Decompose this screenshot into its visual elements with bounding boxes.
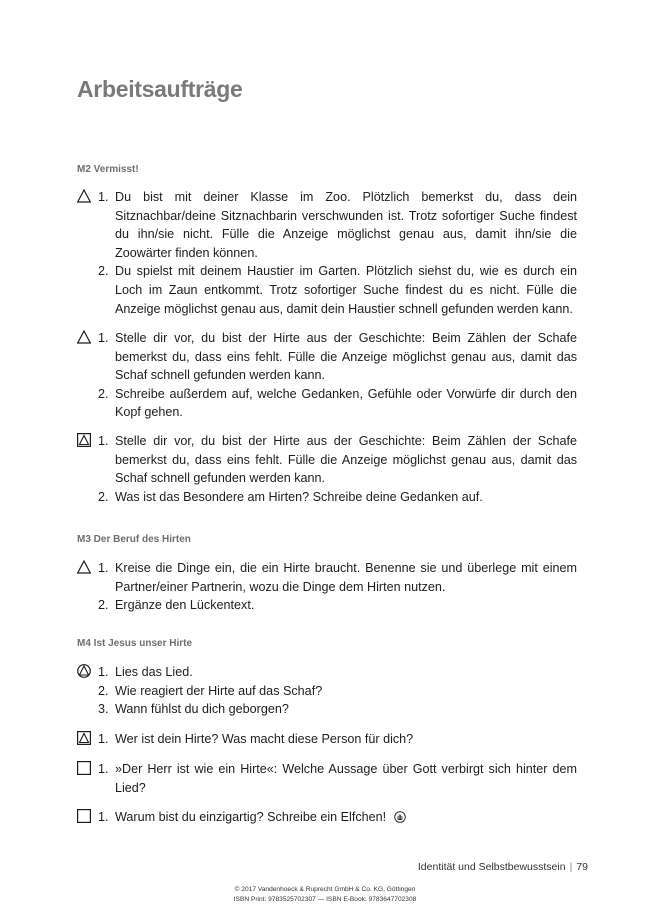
item-number: 1. bbox=[98, 331, 109, 345]
task-item bbox=[77, 559, 577, 596]
isbn-line: ISBN Print: 9783525702307 — ISBN E-Book: 9783647702308 bbox=[233, 896, 417, 903]
hand-icon bbox=[394, 810, 406, 829]
task-m4-4 bbox=[77, 808, 577, 829]
task-item bbox=[77, 760, 577, 797]
item-number: 1. bbox=[98, 190, 109, 204]
item-text: Wie reagiert der Hirte auf das Schaf? bbox=[115, 683, 323, 698]
task-item bbox=[77, 329, 577, 385]
task-m3-1 bbox=[77, 559, 577, 615]
item-number: 1. bbox=[98, 561, 109, 575]
item-text: Ergänze den Lückentext. bbox=[115, 598, 255, 613]
section-heading-m4: M4 Ist Jesus unser Hirte bbox=[77, 638, 193, 649]
copyright-line: © 2017 Vandenhoeck & Ruprecht GmbH & Co. KG, Göttingen bbox=[234, 886, 416, 893]
task-m4-2 bbox=[77, 730, 577, 749]
task-item bbox=[77, 188, 577, 262]
item-text: Du spielst mit deinem Haustier im Garten. Plötzlich siehst du, wie es durch ein Loch im Zaun entkommt. Trotz sofortiger Suche findest du es nicht. Fülle die Anzeige möglichst genau aus, damit dein Haustier schnell gefunden werden kann. bbox=[115, 264, 577, 316]
item-text: Stelle dir vor, du bist der Hirte aus der Geschichte: Beim Zählen der Schafe bemerkst du, dass eins fehlt. Fülle die Anzeige möglichst genau aus, damit das Schaf schnell gefunden werden kann. bbox=[115, 331, 577, 383]
item-text: Wann fühlst du dich geborgen? bbox=[115, 702, 289, 717]
task-item bbox=[77, 385, 577, 422]
page-number: 79 bbox=[576, 861, 588, 873]
task-item bbox=[77, 682, 577, 701]
task-m2-2 bbox=[77, 329, 577, 422]
item-text: Stelle dir vor, du bist der Hirte aus der Geschichte: Beim Zählen der Schafe bemerkst du, dass eins fehlt. Fülle die Anzeige möglichst genau aus, damit das Schaf schnell gefunden werden kann. bbox=[115, 434, 577, 486]
task-m4-1 bbox=[77, 663, 577, 719]
task-item bbox=[77, 262, 577, 318]
page-title: Arbeitsaufträge bbox=[77, 76, 243, 102]
task-item bbox=[77, 700, 577, 719]
item-number: 1. bbox=[98, 810, 109, 824]
item-text: Du bist mit deiner Klasse im Zoo. Plötzlich bemerkst du, dass dein Sitznachbar/deine Sitznachbarin verschwunden ist. Trotz sofortiger Suche findest du ihn/sie nicht. Fülle die Anzeige möglichst genau aus, damit ihn/sie die Zoowärter finden können. bbox=[115, 190, 577, 260]
task-item bbox=[77, 730, 577, 749]
page-footer bbox=[418, 861, 588, 873]
item-number: 1. bbox=[98, 665, 109, 679]
item-text: Lies das Lied. bbox=[115, 665, 193, 679]
item-number: 2. bbox=[98, 386, 109, 401]
footer-separator: | bbox=[569, 861, 573, 873]
task-m2-1 bbox=[77, 188, 577, 318]
item-text: Was ist das Besondere am Hirten? Schreibe deine Gedanken auf. bbox=[115, 489, 483, 504]
task-item bbox=[77, 663, 577, 682]
task-m4-3 bbox=[77, 760, 577, 797]
task-item bbox=[77, 808, 577, 829]
item-text: Wer ist dein Hirte? Was macht diese Person für dich? bbox=[115, 732, 414, 746]
item-text: Schreibe außerdem auf, welche Gedanken, Gefühle oder Vorwürfe dir durch den Kopf gehen. bbox=[115, 386, 577, 420]
task-m2-3 bbox=[77, 432, 577, 506]
task-item bbox=[77, 596, 577, 615]
task-item bbox=[77, 432, 577, 488]
item-number: 1. bbox=[98, 434, 109, 448]
task-item bbox=[77, 488, 577, 507]
item-number: 2. bbox=[98, 598, 109, 613]
item-text: »Der Herr ist wie ein Hirte«: Welche Aussage über Gott verbirgt sich hinter dem Lied? bbox=[115, 762, 577, 795]
item-number: 2. bbox=[98, 489, 109, 504]
item-number: 2. bbox=[98, 264, 109, 279]
item-number: 1. bbox=[98, 732, 109, 746]
item-number: 3. bbox=[98, 702, 109, 717]
item-text: Warum bist du einzigartig? Schreibe ein Elfchen! bbox=[115, 810, 387, 824]
item-number: 2. bbox=[98, 683, 109, 698]
section-heading-m3: M3 Der Beruf des Hirten bbox=[77, 534, 191, 545]
item-text: Kreise die Dinge ein, die ein Hirte braucht. Benenne sie und überlege mit einem Partner/einer Partnerin, wozu die Dinge dem Hirten nutzen. bbox=[115, 561, 577, 594]
section-heading-m2: M2 Vermisst! bbox=[77, 164, 139, 175]
book-title: Identität und Selbstbewusstsein bbox=[417, 861, 566, 873]
item-number: 1. bbox=[98, 762, 109, 776]
